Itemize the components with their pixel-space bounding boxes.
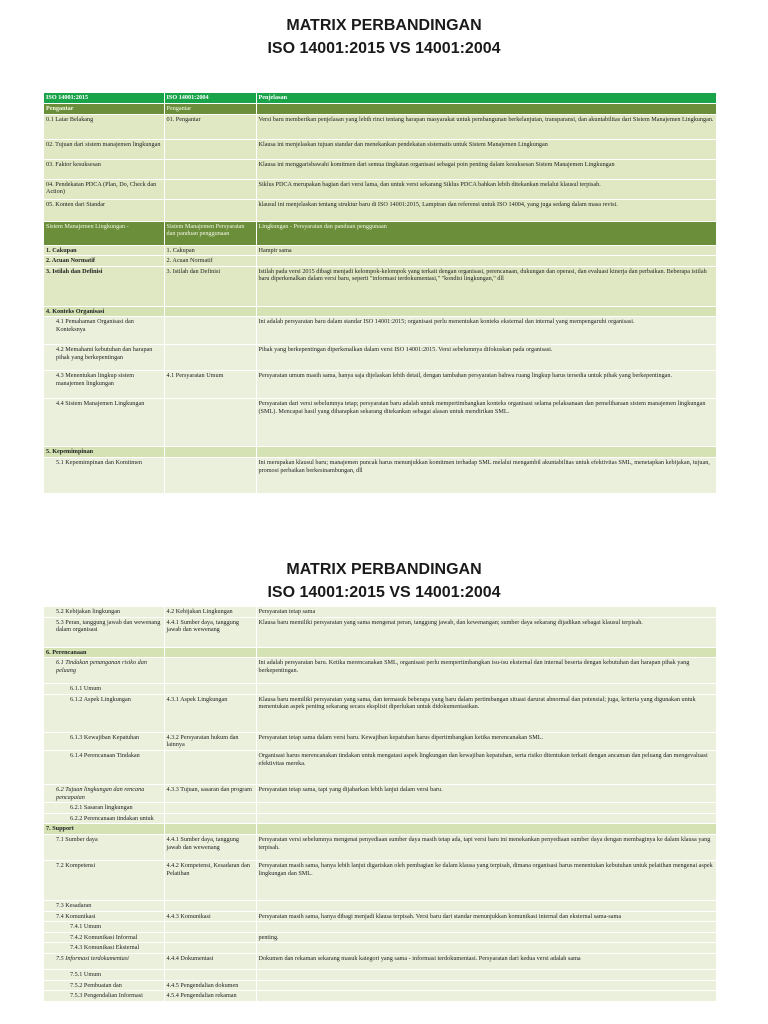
cell: 4. Konteks Organisasi <box>44 306 164 317</box>
cell <box>256 922 716 933</box>
cell <box>164 658 256 684</box>
cell: 6.1.2 Aspek Lingkungan <box>44 694 164 732</box>
cell: 6.2.2 Perencanaan tindakan untuk <box>44 813 164 824</box>
cell: Persyaratan umum masih sama, hanya saja dijelaskan lebih detail, dengan tambahan persyaratan bahwa ruang lingkup harus tersedia untuk pihak yang berkepentingan. <box>256 371 716 399</box>
cell: 7.5 Informasi terdokumentasi <box>44 953 164 969</box>
cell <box>256 900 716 911</box>
cell: 4.4 Sistem Manajemen Lingkungan <box>44 399 164 447</box>
cell: 03. Faktor kesuksesan <box>44 159 164 179</box>
cell: 7.1 Sumber daya <box>44 834 164 860</box>
cell: Persyaratan masih sama, hanya dibagi menjadi klausa terpisah. Versi baru dari standar menunjukkan komunikasi internal dan eksternal sama-sama <box>256 911 716 922</box>
cell <box>164 943 256 954</box>
cell <box>256 980 716 991</box>
table-row <box>44 447 716 458</box>
cell: Persyaratan tetap sama dalam versi baru. Kewajiban kepatuhan harus dipertimbangkan ketika merencanakan SML. <box>256 732 716 750</box>
table-row <box>44 159 716 179</box>
cell: 7.5.1 Umum <box>44 969 164 980</box>
page-title-2 <box>0 558 768 604</box>
cell: klausul ini menjelaskan tentang struktur baru di ISO 14001:2015, Lampiran dan referensi untuk ISO 14004, yang juga sedang dalam masa revisi. <box>256 199 716 221</box>
cell <box>164 306 256 317</box>
table-row <box>44 991 716 1002</box>
table-row <box>44 732 716 750</box>
cell: 7.5.3 Pengendalian Informasi <box>44 991 164 1002</box>
cell: Pengantar <box>44 104 164 115</box>
cell: 4.4.4 Dokumentasi <box>164 953 256 969</box>
cell: 4.3.2 Persyaratan hukum dan lainnya <box>164 732 256 750</box>
table-row <box>44 457 716 493</box>
cell <box>164 900 256 911</box>
table-row <box>44 900 716 911</box>
cell: 6. Perencanaan <box>44 647 164 658</box>
cell: 2. Acuan Normatif <box>44 256 164 267</box>
table-row <box>44 617 716 647</box>
table-row <box>44 750 716 784</box>
header-cell: ISO 14001:2004 <box>164 93 256 104</box>
table-row <box>44 139 716 159</box>
cell: 04. Pendekatan PDCA (Plan, Do, Check dan Action) <box>44 179 164 199</box>
cell: 7.4.2 Komunikasi Informal <box>44 932 164 943</box>
cell: 4.5.4 Pengendalian rekaman <box>164 991 256 1002</box>
table-row <box>44 317 716 345</box>
cell: 05. Konten dari Standar <box>44 199 164 221</box>
cell: 4.2 Kebijakan Lingkungan <box>164 607 256 617</box>
title-line-1: MATRIX PERBANDINGAN <box>286 17 482 34</box>
table-row <box>44 114 716 139</box>
table-row <box>44 179 716 199</box>
cell <box>256 813 716 824</box>
cell: 1. Cakupan <box>164 245 256 256</box>
cell: 7.4.3 Komunikasi Eksternal <box>44 943 164 954</box>
title-line-1: MATRIX PERBANDINGAN <box>286 561 482 578</box>
cell <box>256 684 716 695</box>
cell: 6.1.3 Kewajiban Kepatuhan <box>44 732 164 750</box>
cell <box>256 104 716 115</box>
cell: 2. Acuan Normatif <box>164 256 256 267</box>
cell <box>164 179 256 199</box>
cell: 4.4.1 Sumber daya, tanggung jawab dan wewenang <box>164 834 256 860</box>
table-row <box>44 980 716 991</box>
cell: 5.2 Kebijakan lingkungan <box>44 607 164 617</box>
cell: 5.1 Kepemimpinan dan Komitmen <box>44 457 164 493</box>
title-line-2: ISO 14001:2015 VS 14001:2004 <box>267 40 501 57</box>
cell: 6.1.1 Umum <box>44 684 164 695</box>
cell <box>164 750 256 784</box>
cell <box>164 647 256 658</box>
cell: 6.1 Tindakan penanganan risiko dan peluang <box>44 658 164 684</box>
comparison-table-1 <box>44 93 716 494</box>
cell: Istilah pada versi 2015 dibagi menjadi kelompok-kelompok yang terkait dengan organisasi, perencanaan, dukungan dan operasi, dan evaluasi kinerja dan perbaikan. Beberapa istilah baru diperkenalkan dalam versi baru, seperti "informasi terdokumentasi," "kondisi lingkungan," dll <box>256 266 716 306</box>
cell <box>164 317 256 345</box>
cell <box>256 256 716 267</box>
cell <box>164 139 256 159</box>
table-row <box>44 221 716 245</box>
table-row <box>44 784 716 802</box>
table-row <box>44 932 716 943</box>
cell <box>256 969 716 980</box>
cell: 3. Istilah dan Definisi <box>164 266 256 306</box>
cell: penting. <box>256 932 716 943</box>
cell <box>256 447 716 458</box>
cell: 4.1 Persyaratan Umum <box>164 371 256 399</box>
table-row <box>44 684 716 695</box>
cell <box>256 306 716 317</box>
cell: 6.2 Tujuan lingkungan dan rencana pencapaian <box>44 784 164 802</box>
table-row <box>44 860 716 900</box>
cell: 6.1.4 Perencanaan Tindakan <box>44 750 164 784</box>
cell <box>256 991 716 1002</box>
table-row <box>44 694 716 732</box>
cell: 01. Pengantar <box>164 114 256 139</box>
cell: Hampir sama <box>256 245 716 256</box>
table-row <box>44 824 716 835</box>
cell: 5.3 Peran, tanggung jawab dan wewenang dalam organisasi <box>44 617 164 647</box>
cell: 4.1 Pemahaman Organisasi dan Konteksnya <box>44 317 164 345</box>
table-row <box>44 199 716 221</box>
cell: 4.3.1 Aspek Lingkungan <box>164 694 256 732</box>
cell: Dokumen dan rekaman sekarang masuk kategori yang sama - informasi terdokumentasi. Persyaratan dari kedua versi adalah sama <box>256 953 716 969</box>
cell <box>164 803 256 814</box>
cell: Sistem Manajemen Lingkungan - <box>44 221 164 245</box>
cell <box>164 345 256 371</box>
table-row <box>44 943 716 954</box>
cell: 4.4.2 Kompetensi, Kesadaran dan Pelatihan <box>164 860 256 900</box>
cell <box>256 803 716 814</box>
cell: 4.3 Menentukan lingkup sistem manajemen lingkungan <box>44 371 164 399</box>
table-row <box>44 306 716 317</box>
cell: 6.2.1 Sasaran lingkungan <box>44 803 164 814</box>
cell: Lingkungan - Persyaratan dan panduan penggunaan <box>256 221 716 245</box>
table-row <box>44 803 716 814</box>
cell: Ini adalah persyaratan baru. Ketika merencanakan SML, organisasi perlu mempertimbangkan isu-isu eksternal dan internal beserta dengan kebutuhan dan harapan pihak yang berkepentingan. <box>256 658 716 684</box>
table-header <box>44 93 716 104</box>
cell: Pengantar <box>164 104 256 115</box>
table-row <box>44 607 716 617</box>
cell <box>256 943 716 954</box>
cell: 7. Support <box>44 824 164 835</box>
cell: 4.4.3 Komunikasi <box>164 911 256 922</box>
cell: 4.4.5 Pengendalian dokumen <box>164 980 256 991</box>
cell: 7.2 Kompetensi <box>44 860 164 900</box>
cell: Ini adalah persyaratan baru dalam standar ISO 14001:2015; organisasi perlu menentukan konteks eksternal dan internal yang mempengaruhi organisasi. <box>256 317 716 345</box>
cell <box>164 813 256 824</box>
cell: Klausa ini menggarisbawahi komitmen dari semua tingkatan organisasi sebagai poin penting dalam kesuksesan Sistem Manajemen Lingkungan <box>256 159 716 179</box>
table-row <box>44 104 716 115</box>
cell: 7.5.2 Pembuatan dan <box>44 980 164 991</box>
cell <box>164 969 256 980</box>
table-row <box>44 922 716 933</box>
table-row <box>44 953 716 969</box>
cell: 7.4.1 Umum <box>44 922 164 933</box>
table-row <box>44 969 716 980</box>
table-row <box>44 911 716 922</box>
cell <box>164 447 256 458</box>
table-row <box>44 345 716 371</box>
cell: Persyaratan tetap sama <box>256 607 716 617</box>
cell <box>164 932 256 943</box>
cell <box>164 684 256 695</box>
cell: 7.3 Kesadaran <box>44 900 164 911</box>
title-line-2: ISO 14001:2015 VS 14001:2004 <box>267 584 501 601</box>
cell <box>256 647 716 658</box>
table-row <box>44 813 716 824</box>
table-row <box>44 834 716 860</box>
cell: Organisasi harus merencanakan tindakan untuk mengatasi aspek lingkungan dan kewajiban kepatuhan, serta risiko ditentukan terkait dengan ancaman dan peluang dan mengevaluasi efektivitas mereka. <box>256 750 716 784</box>
cell: Sistem Manajemen Persyaratan dan panduan penggunaan <box>164 221 256 245</box>
cell: Persyaratan versi sebelumnya mengenai penyediaan sumber daya masih tetap ada, tapi versi baru ini menekankan penyediaan sumber daya dengan membaginya ke dalam klausa yang terpisah. <box>256 834 716 860</box>
cell: 02. Tujuan dari sistem manajemen lingkungan <box>44 139 164 159</box>
cell: Ini merupakan klausul baru; manajemen puncak harus menunjukkan komitmen terhadap SML melalui mengambil akuntabilitas untuk efektivitas SML, menetapkan kebijakan, tujuan, promosi perbaikan berkesinambungan, dll <box>256 457 716 493</box>
table-row <box>44 399 716 447</box>
cell <box>164 922 256 933</box>
page-title-1 <box>0 14 768 60</box>
cell: Klausa baru memiliki persyaratan yang sama mengenai peran, tanggung jawab, dan kewenangan; sumber daya sekarang dijadikan sebagai klausul terpisah. <box>256 617 716 647</box>
cell <box>164 824 256 835</box>
cell: Persyaratan tetap sama, tapi yang dijabarkan lebih lanjut dalam versi baru. <box>256 784 716 802</box>
cell: Persyaratan dari versi sebelumnya tetap; persyaratan baru adalah untuk mempertimbangkan konteks organisasi selama pelaksanaan dan pemeliharaan sistem manajemen lingkungan (SML). Mencapai hasil yang diharapkan sekarang ditekankan sebagai alasan untuk mendirikan SML. <box>256 399 716 447</box>
header-cell: ISO 14001:2015 <box>44 93 164 104</box>
cell: 4.3.3 Tujuan, sasaran dan program <box>164 784 256 802</box>
cell <box>256 824 716 835</box>
cell: Persyaratan masih sama, hanya lebih lanjut digariskan oleh pembagian ke dalam klausa yang terpisah, dimana organisasi harus menentukan kebutuhan untuk pelatihan mengenai aspek lingkungan dan SML. <box>256 860 716 900</box>
table-row <box>44 256 716 267</box>
cell: 1. Cakupan <box>44 245 164 256</box>
cell <box>164 159 256 179</box>
cell: Siklus PDCA merupakan bagian dari versi lama, dan untuk versi sekarang Siklus PDCA bahkan lebih ditekankan melalui klausul terpisah. <box>256 179 716 199</box>
cell: Pihak yang berkepentingan diperkenalkan dalam versi ISO 14001:2015. Versi sebelumnya difokuskan pada organisasi. <box>256 345 716 371</box>
cell: Klausa baru memiliki persyaratan yang sama, dan termasuk beberapa yang baru dalam pertimbangan situasi darurat abnormal dan potensial; juga, kriteria yang digunakan untuk menentukan aspek penting sekarang secara eksplisit diperlukan untuk didokumentasikan. <box>256 694 716 732</box>
cell <box>164 199 256 221</box>
cell: 0.1 Latar Belakang <box>44 114 164 139</box>
cell: 3. Istilah dan Definisi <box>44 266 164 306</box>
cell: 5. Kepemimpinan <box>44 447 164 458</box>
table-row <box>44 245 716 256</box>
cell: 4.2 Memahami kebutuhan dan harapan pihak yang berkepentingan <box>44 345 164 371</box>
cell: Versi baru memberikan penjelasan yang lebih rinci tentang harapan masyarakat untuk pembangunan berkelanjutan, transparansi, dan akuntabilitas dari Sistem Manajemen Lingkungan. <box>256 114 716 139</box>
table-row <box>44 658 716 684</box>
table-row <box>44 266 716 306</box>
cell <box>164 399 256 447</box>
comparison-table-2 <box>44 607 716 1002</box>
cell: Klausa ini menjelaskan tujuan standar dan menekankan pendekatan sistematis untuk Sistem Manajemen Lingkungan <box>256 139 716 159</box>
cell: 4.4.1 Sumber daya, tanggung jawab dan wewenang <box>164 617 256 647</box>
table-row <box>44 647 716 658</box>
table-row <box>44 371 716 399</box>
cell <box>164 457 256 493</box>
cell: 7.4 Komunikasi <box>44 911 164 922</box>
header-cell: Penjelasan <box>256 93 716 104</box>
